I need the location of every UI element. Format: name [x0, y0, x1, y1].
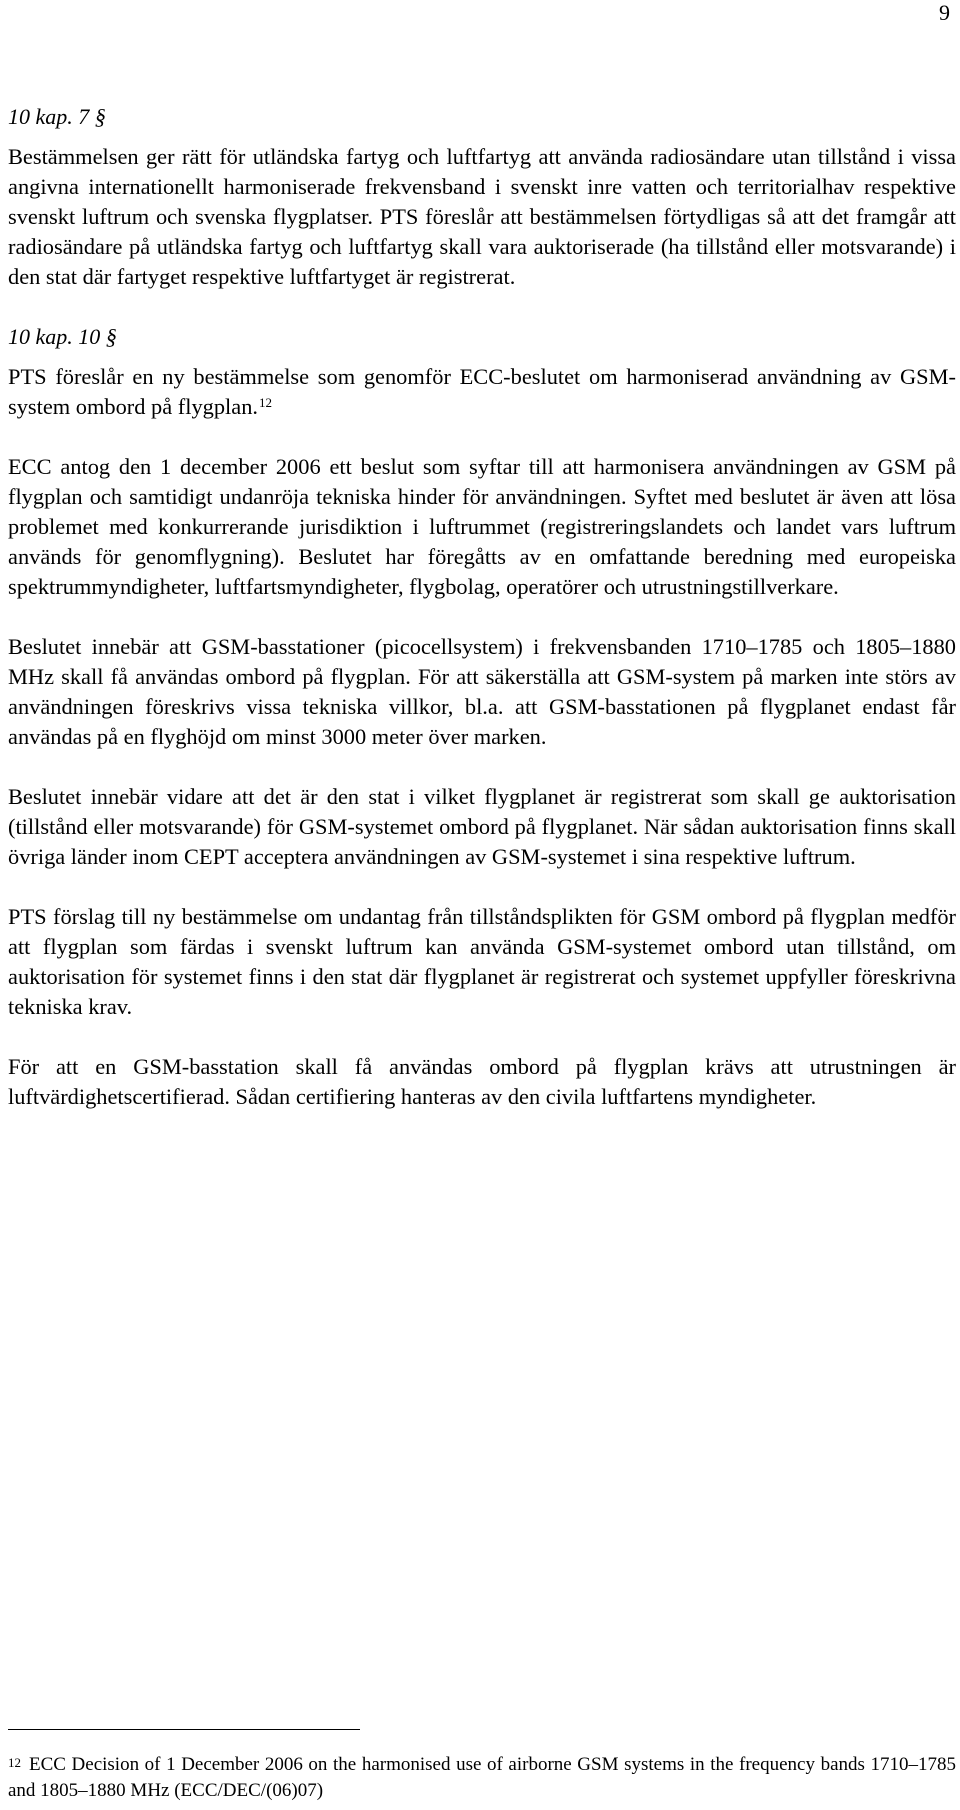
paragraph-ecc-antog: ECC antog den 1 december 2006 ett beslut som syftar till att harmonisera användningen av GSM på flygplan och samtidigt undanröja tekniska hinder för användningen. Syftet med beslutet är även att lösa problemet med konkurrerande jurisdiktion i luftrummet (registreringslandets och landet vars luftrum används för genomflygning). Beslutet har föregåtts av en omfattande beredning med europeiska spektrummyndigheter, luftfartsmyndigheter, flygbolag, operatörer och utrustningstillverkare.: [8, 454, 956, 599]
document-body: [8, 102, 956, 1142]
section-heading-10-kap-7: 10 kap. 7 §: [8, 104, 106, 129]
footnote: [8, 1752, 956, 1804]
page-number: 9: [939, 0, 950, 25]
footnote-separator: [8, 1729, 360, 1730]
paragraph-pts-foreslar: [8, 362, 956, 422]
paragraph-beslutet-innebar: Beslutet innebär att GSM-basstationer (picocellsystem) i frekvensbanden 1710–1785 och 1805–1880 MHz skall få användas ombord på flygplan. För att säkerställa att GSM-system på marken inte störs av användningen föreskrivs vissa tekniska villkor, bl.a. att GSM-basstationen på flygplanet endast får användas på en flyghöjd om minst 3000 meter över marken.: [8, 634, 956, 749]
footnote-mark: 12: [8, 1755, 21, 1770]
footnote-text: ECC Decision of 1 December 2006 on the harmonised use of airborne GSM systems in the frequency bands 1710–1785 and 1805–1880 MHz (ECC/DEC/(06)07): [8, 1754, 956, 1801]
section-heading-10-kap-10: 10 kap. 10 §: [8, 324, 117, 349]
footnote-reference: 12: [259, 395, 272, 410]
paragraph-bestammelsen: Bestämmelsen ger rätt för utländska fartyg och luftfartyg att använda radiosändare utan tillstånd i vissa angivna internationellt harmoniserade frekvensband i svenskt inre vatten och territorialhav respektive svenskt luftrum och svenska flygplatser. PTS föreslår att bestämmelsen förtydligas så att det framgår att radiosändare på utländska fartyg och luftfartyg skall vara auktoriserade (ha tillstånd eller motsvarande) i den stat där fartyget respektive luftfartyget är registrerat.: [8, 144, 956, 289]
paragraph-gsm-basstation: För att en GSM-basstation skall få användas ombord på flygplan krävs att utrustningen är luftvärdighetscertifierad. Sådan certifiering hanteras av den civila luftfartens myndigheter.: [8, 1054, 956, 1109]
paragraph-beslutet-vidare: Beslutet innebär vidare att det är den stat i vilket flygplanet är registrerat som skall ge auktorisation (tillstånd eller motsvarande) för GSM-systemet ombord på flygplanet. När sådan auktorisation finns skall övriga länder inom CEPT acceptera användningen av GSM-systemet i sina respektive luftrum.: [8, 784, 956, 869]
paragraph-pts-foreslar-text: PTS föreslår en ny bestämmelse som genomför ECC-beslutet om harmoniserad användning av GSM-system ombord på flygplan.: [8, 364, 956, 419]
paragraph-pts-forslag: PTS förslag till ny bestämmelse om undantag från tillståndsplikten för GSM ombord på flygplan medför att flygplan som färdas i svenskt luftrum kan använda GSM-systemet ombord utan tillstånd, om auktorisation för systemet finns i den stat där flygplanet är registrerat och systemet uppfyller föreskrivna tekniska krav.: [8, 904, 956, 1019]
